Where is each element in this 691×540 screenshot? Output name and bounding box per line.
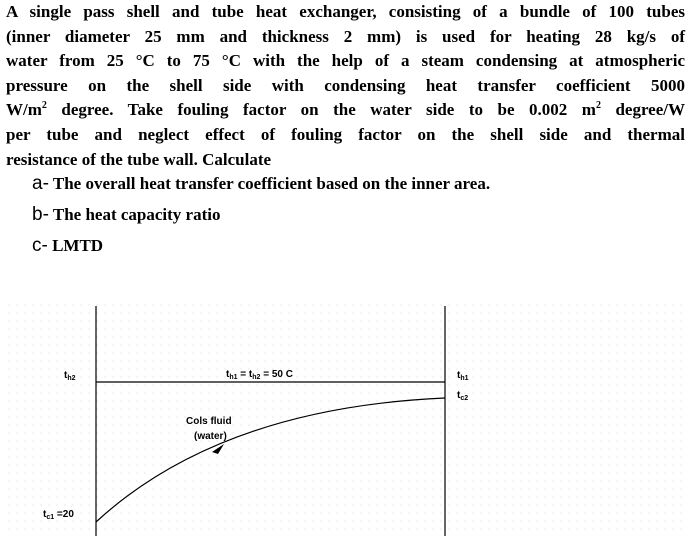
question-letter: c- — [32, 235, 48, 256]
question-item — [32, 173, 490, 204]
temperature-profile-diagram — [0, 288, 691, 540]
question-letter: a- — [32, 173, 49, 194]
question-text: LMTD — [52, 236, 104, 255]
label-tc2: $t_{c2}$ — [457, 390, 469, 402]
label-th2: $t_{h2}$ — [64, 370, 76, 382]
question-item — [32, 235, 490, 266]
label-water: (water) — [194, 431, 227, 442]
label-th1: $t_{h1}$ — [457, 370, 469, 382]
problem-line-1: A single pass shell and tube heat exchanger, consisting of a bundle of 100 tubes — [6, 2, 685, 21]
problem-line-5-b: degree. Take fouling factor on the water side to be 0.002 m — [46, 100, 596, 120]
problem-line-3: water from 25 °C to 75 °C with the help of a steam condensing at atmospheric — [6, 51, 685, 71]
superscript-2: 2 — [595, 100, 601, 112]
problem-line-6: per tube and neglect effect of fouling factor on the shell side and thermal — [6, 124, 685, 144]
problem-line-2: (inner diameter 25 mm and thickness 2 mm) is used for heating 28 kg/s of — [6, 26, 685, 46]
question-text: The overall heat transfer coefficient based on the inner area. — [52, 174, 491, 193]
problem-line-5 — [6, 98, 685, 123]
label-cold-fluid: Cols fluid — [186, 416, 232, 427]
problem-line-5-c: degree/W — [600, 100, 685, 120]
label-tc1: $t_{c1} =20$ — [43, 509, 74, 521]
label-steam-temperature: $t_{h1} = t_{h2} = 50$ C — [226, 369, 293, 381]
problem-line-4: pressure on the shell side with condensing heat transfer coefficient 5000 — [6, 75, 685, 95]
question-text: The heat capacity ratio — [52, 205, 221, 224]
question-list — [32, 173, 490, 266]
dot-grid-background — [6, 300, 688, 536]
problem-line-5-a: W/m — [6, 100, 42, 120]
superscript-2: 2 — [41, 100, 47, 112]
question-item — [32, 204, 490, 235]
problem-line-7: resistance of the tube wall. Calculate — [6, 149, 272, 169]
problem-statement — [6, 0, 685, 172]
question-letter: b- — [32, 204, 49, 225]
